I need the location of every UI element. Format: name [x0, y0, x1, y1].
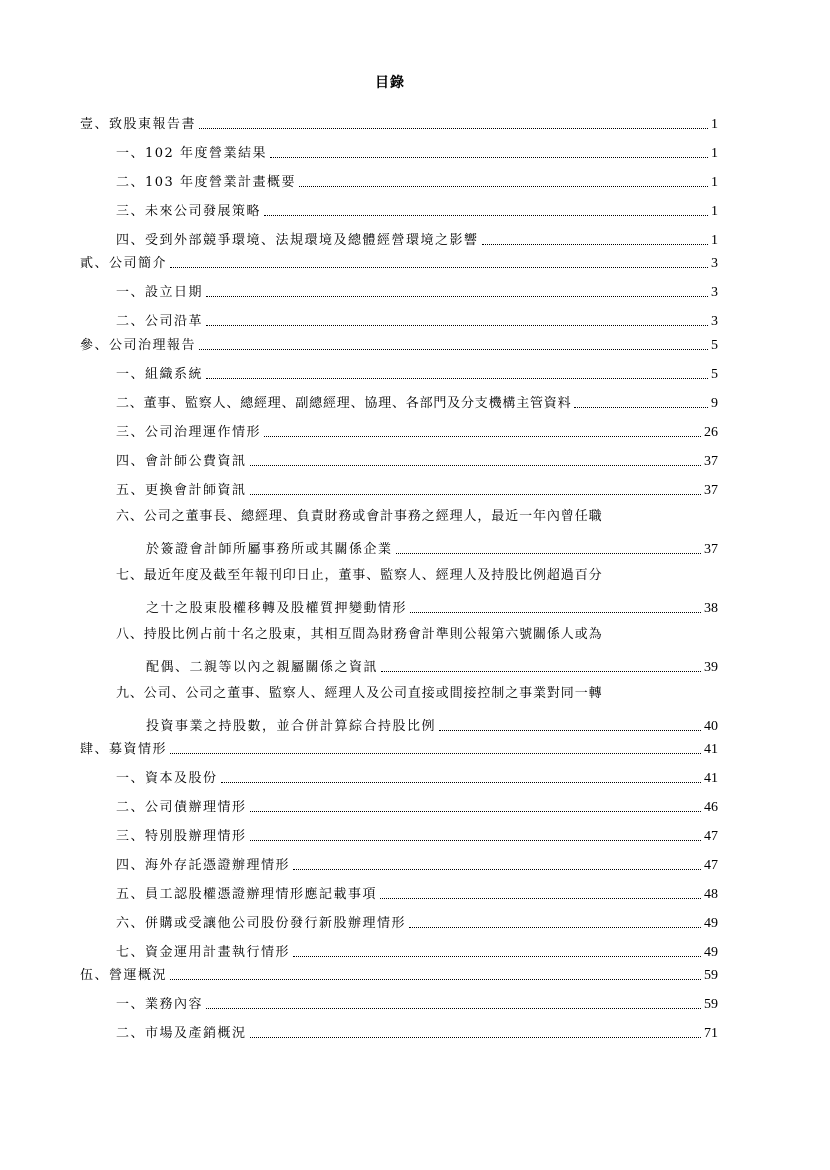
toc-entry-page: 41 — [704, 742, 718, 757]
dot-leader — [206, 296, 708, 297]
toc-entry[interactable] — [116, 363, 718, 383]
dot-leader — [482, 244, 708, 245]
toc-entry-page: 5 — [711, 338, 718, 353]
dot-leader — [250, 811, 701, 812]
toc-entry-page: 38 — [704, 601, 718, 616]
toc-entry[interactable] — [80, 252, 718, 272]
toc-entry-text: 投資事業之持股數，並合併計算綜合持股比例 — [146, 719, 437, 734]
dot-leader — [410, 612, 701, 613]
toc-entry-text: 一、設立日期 — [116, 285, 204, 300]
toc-entry[interactable] — [116, 392, 718, 412]
toc-entry-page: 1 — [711, 175, 718, 190]
toc-entry-text: 參、公司治理報告 — [80, 338, 197, 353]
toc-entry[interactable] — [146, 597, 718, 617]
toc-entry[interactable] — [116, 450, 718, 470]
dot-leader — [170, 267, 708, 268]
toc-entry-text: 二、市場及產銷概況 — [116, 1026, 247, 1041]
dot-leader — [574, 407, 708, 408]
toc-entry-text: 三、特別股辦理情形 — [116, 829, 247, 844]
page-title: 目錄 — [375, 75, 405, 91]
toc-entry-text: 六、公司之董事長、總經理、負責財務或會計事務之經理人，最近一年內曾任職 — [116, 509, 603, 524]
toc-entry-page: 1 — [711, 233, 718, 248]
dot-leader — [293, 956, 701, 957]
dot-leader — [199, 128, 708, 129]
dot-leader — [206, 378, 708, 379]
toc-entry-page: 59 — [704, 968, 718, 983]
dot-leader — [250, 465, 701, 466]
toc-entry-text: 之十之股東股權移轉及股權質押變動情形 — [146, 601, 408, 616]
toc-entry-page: 1 — [711, 146, 718, 161]
toc-entry[interactable] — [116, 796, 718, 816]
toc-entry-text: 一、業務內容 — [116, 997, 204, 1012]
dot-leader — [396, 553, 701, 554]
toc-entry[interactable] — [116, 941, 718, 961]
toc-entry-text: 一、102 年度營業結果 — [116, 146, 267, 161]
toc-entry[interactable] — [116, 281, 718, 301]
toc-entry-text: 貳、公司簡介 — [80, 256, 168, 271]
dot-leader — [264, 436, 701, 437]
toc-entry-page: 9 — [711, 396, 718, 411]
toc-entry[interactable] — [116, 767, 718, 787]
toc-entry-text: 四、海外存託憑證辦理情形 — [116, 858, 291, 873]
toc-entry-page: 1 — [711, 204, 718, 219]
toc-entry-page: 3 — [711, 256, 718, 271]
dot-leader — [250, 494, 701, 495]
toc-entry[interactable] — [146, 656, 718, 676]
toc-entry[interactable] — [116, 627, 718, 647]
toc-entry-page: 1 — [711, 117, 718, 132]
dot-leader — [221, 782, 701, 783]
toc-entry-text: 配偶、二親等以內之親屬關係之資訊 — [146, 660, 379, 675]
toc-entry-text: 三、公司治理運作情形 — [116, 425, 262, 440]
toc-entry-page: 39 — [704, 660, 718, 675]
toc-entry-text: 七、最近年度及截至年報刊印日止，董事、監察人、經理人及持股比例超過百分 — [116, 568, 603, 583]
dot-leader — [299, 186, 708, 187]
toc-entry-text: 二、公司債辦理情形 — [116, 800, 247, 815]
toc-entry-page: 41 — [704, 771, 718, 786]
dot-leader — [206, 325, 708, 326]
dot-leader — [206, 1008, 701, 1009]
toc-entry-text: 二、公司沿革 — [116, 314, 204, 329]
toc-entry[interactable] — [116, 421, 718, 441]
toc-entry[interactable] — [116, 912, 718, 932]
toc-entry[interactable] — [116, 854, 718, 874]
toc-entry-page: 46 — [704, 800, 718, 815]
toc-entry-page: 48 — [704, 887, 718, 902]
toc-entry[interactable] — [146, 715, 718, 735]
toc-entry-page: 59 — [704, 997, 718, 1012]
toc-entry-page: 47 — [704, 829, 718, 844]
toc-entry-page: 37 — [704, 483, 718, 498]
toc-entry[interactable] — [116, 993, 718, 1013]
toc-entry[interactable] — [116, 686, 718, 706]
toc-entry-text: 四、受到外部競爭環境、法規環境及總體經營環境之影響 — [116, 233, 479, 248]
toc-entry[interactable] — [116, 568, 718, 588]
toc-entry[interactable] — [116, 1022, 718, 1042]
toc-entry-text: 六、併購或受讓他公司股份發行新股辦理情形 — [116, 916, 407, 931]
toc-entry[interactable] — [80, 738, 718, 758]
toc-entry-page: 47 — [704, 858, 718, 873]
toc-entry-text: 二、103 年度營業計畫概要 — [116, 175, 296, 190]
toc-entry[interactable] — [80, 113, 718, 133]
dot-leader — [170, 753, 701, 754]
toc-entry-text: 七、資金運用計畫執行情形 — [116, 945, 291, 960]
toc-entry-text: 三、未來公司發展策略 — [116, 204, 262, 219]
toc-entry[interactable] — [116, 229, 718, 249]
dot-leader — [439, 730, 701, 731]
toc-entry-page: 26 — [704, 425, 718, 440]
toc-entry-text: 五、更換會計師資訊 — [116, 483, 247, 498]
toc-entry-text: 一、資本及股份 — [116, 771, 218, 786]
toc-entry-text: 壹、致股東報告書 — [80, 117, 197, 132]
dot-leader — [170, 979, 701, 980]
toc-entry[interactable] — [116, 479, 718, 499]
toc-entry-page: 40 — [704, 719, 718, 734]
toc-entry-page: 37 — [704, 454, 718, 469]
dot-leader — [381, 671, 701, 672]
toc-entry[interactable] — [116, 171, 718, 191]
toc-entry-page: 3 — [711, 285, 718, 300]
toc-entry[interactable] — [116, 310, 718, 330]
toc-entry-text: 二、董事、監察人、總經理、副總經理、協理、各部門及分支機構主管資料 — [116, 396, 572, 411]
toc-entry[interactable] — [116, 142, 718, 162]
toc-entry-text: 五、員工認股權憑證辦理情形應記載事項 — [116, 887, 378, 902]
toc-entry[interactable] — [116, 509, 718, 529]
toc-entry-page: 71 — [704, 1026, 718, 1041]
toc-entry-text: 四、會計師公費資訊 — [116, 454, 247, 469]
toc-entry-page: 49 — [704, 916, 718, 931]
toc-entry-text: 九、公司、公司之董事、監察人、經理人及公司直接或間接控制之事業對同一轉 — [116, 686, 603, 701]
toc-entry-page: 3 — [711, 314, 718, 329]
toc-entry-text: 一、組織系統 — [116, 367, 204, 382]
toc-entry-text: 八、持股比例占前十名之股東，其相互間為財務會計準則公報第六號關係人或為 — [116, 627, 603, 642]
dot-leader — [264, 215, 708, 216]
toc-entry[interactable] — [80, 964, 718, 984]
toc-entry-text: 伍、營運概況 — [80, 968, 168, 983]
dot-leader — [250, 840, 701, 841]
toc-entry[interactable] — [146, 538, 718, 558]
dot-leader — [380, 898, 701, 899]
dot-leader — [270, 157, 708, 158]
toc-entry[interactable] — [116, 883, 718, 903]
dot-leader — [250, 1037, 701, 1038]
toc-entry-text: 於簽證會計師所屬事務所或其關係企業 — [146, 542, 393, 557]
toc-entry-page: 37 — [704, 542, 718, 557]
toc-entry-text: 肆、募資情形 — [80, 742, 168, 757]
toc-entry-page: 49 — [704, 945, 718, 960]
toc-entry[interactable] — [116, 200, 718, 220]
toc-entry[interactable] — [80, 334, 718, 354]
dot-leader — [409, 927, 701, 928]
toc-entry-page: 5 — [711, 367, 718, 382]
dot-leader — [293, 869, 701, 870]
toc-entry[interactable] — [116, 825, 718, 845]
dot-leader — [199, 349, 708, 350]
